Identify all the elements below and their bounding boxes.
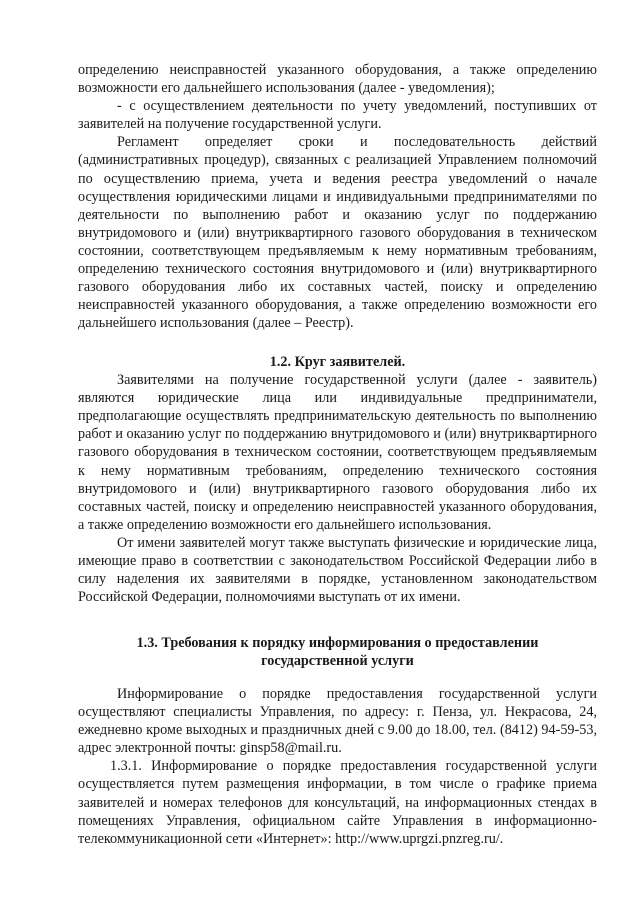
paragraph-1-3-1: 1.3.1. Информирование о порядке предоставления государственной услуги осуществляется путем размещения информации, в том числе о графике приема заявителей и номерах телефонов для консультаций, на информационных стендах в помещениях Управления, официальном сайте Управления в информационно-телекоммуникационной сети «Интернет»: http://www.uprgzi.pnzreg.ru/.	[78, 758, 597, 847]
heading-1-3	[78, 634, 597, 670]
paragraph-on-behalf: От имени заявителей могут также выступать физические и юридические лица, имеющие право в соответствии с законодательством Российской Федерации либо в силу наделения их заявителями в порядке, установленном законодательством Российской Федерации, полномочиями выступать от их имени.	[78, 534, 597, 606]
paragraph-informing: Информирование о порядке предоставления государственной услуги осуществляют специалисты Управления, по адресу: г. Пенза, ул. Некрасова, 24, ежедневно кроме выходных и праздничных дней с 9.00 до 18.00, тел. (8412) 94-59-53, адрес электронной почты: ginsp58@mail.ru.	[78, 686, 597, 757]
paragraph-bullet: - с осуществлением деятельности по учету уведомлений, поступивших от заявителей на получение государственной услуги.	[78, 98, 597, 133]
paragraph-applicants: Заявителями на получение государственной услуги (далее - заявитель) являются юридические лица или индивидуальные предприниматели, предполагающие осуществлять предпринимательскую деятельность по выполнению работ и оказанию услуг по поддержанию внутридомового и (или) внутриквартирного газового оборудования в техническом состоянии, соответствующем предъявляемым к нему нормативным требованиям, определению технического состояния внутридомового и (или) внутриквартирного газового оборудования либо их составных частей, поиску и определению неисправностей указанного оборудования, а также определению возможности его дальнейшего использования.	[78, 372, 597, 533]
heading-1-3-line1: 1.3. Требования к порядку информирования о предоставлении	[136, 635, 539, 651]
paragraph-reglament: Регламент определяет сроки и последовательность действий (административных процедур), связанных с реализацией Управлением полномочий по осуществлению приема, учета и ведения реестра уведомлений о начале осуществления юридическими лицами и индивидуальными предпринимателями по деятельности по выполнению работ и оказанию услуг по поддержанию внутридомового и (или) внутриквартирного газового оборудования в техническом состоянии, соответствующем предъявляемым к нему нормативным требованиям, определению технического состояния внутридомового и (или) внутриквартирного газового оборудования либо их составных частей, поиску и определению неисправностей указанного оборудования, а также определению возможности его дальнейшего использования (далее – Реестр).	[78, 134, 597, 332]
section-intro	[78, 61, 597, 332]
section-applicants	[78, 353, 597, 606]
heading-1-3-line2: государственной услуги	[261, 653, 414, 670]
heading-1-2: 1.2. Круг заявителей.	[269, 354, 406, 370]
section-informing	[78, 685, 597, 848]
paragraph-intro: определению неисправностей указанного оборудования, а также определению возможности его дальнейшего использования (далее - уведомления);	[78, 62, 597, 97]
